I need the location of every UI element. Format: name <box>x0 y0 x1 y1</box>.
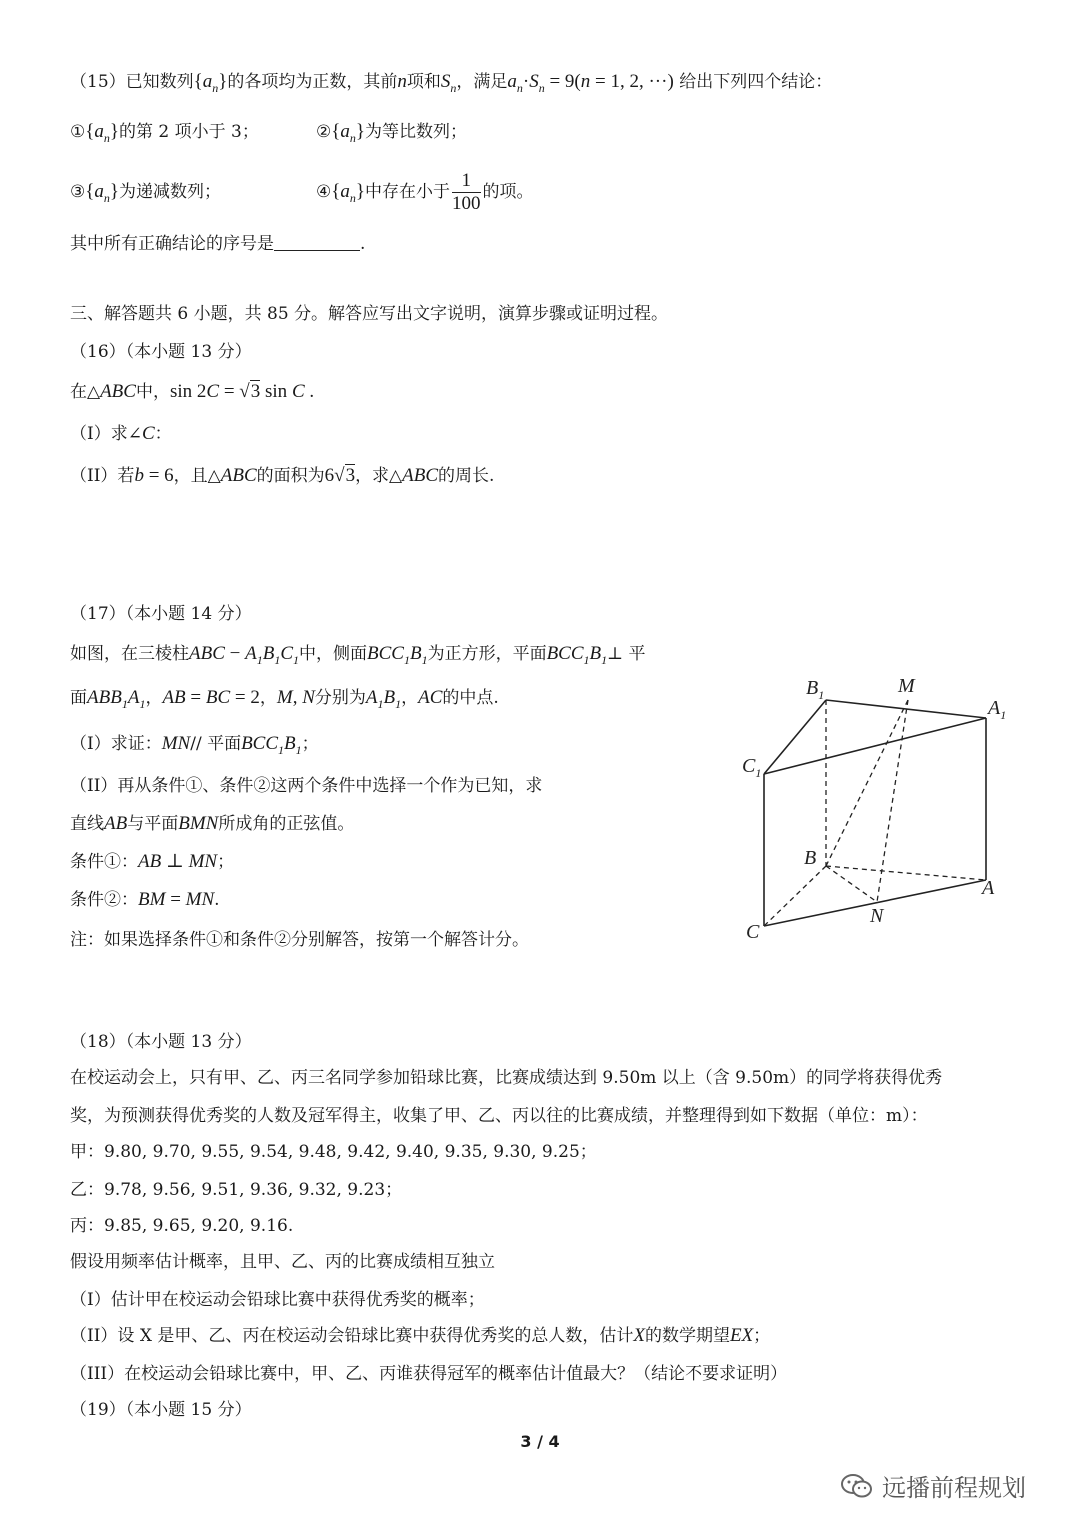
label-a1: $A_1$ <box>988 697 1007 722</box>
q18-assumption: 假设用频率估计概率，且甲、乙、丙的比赛成绩相互独立 <box>70 1252 495 1272</box>
label-c: C <box>746 921 760 943</box>
q17-part-2-cont: 直线AB与平面BMN所成角的正弦值。 <box>70 813 355 834</box>
q15-answer-prompt: 其中所有正确结论的序号是 . <box>70 234 366 254</box>
label-b1: $B_1$ <box>806 677 825 702</box>
edge-b-c-hidden <box>764 866 826 926</box>
q18-part-3: （III）在校运动会铅球比赛中，甲、乙、丙谁获得冠军的概率估计值最大？（结论不要求证明） <box>70 1364 788 1384</box>
q15-conclusion-3: $③\{a_n\}$为递减数列； <box>70 181 221 205</box>
q17-part-2: （II）再从条件①、条件②这两个条件中选择一个作为已知，求 <box>70 776 543 796</box>
label-a: A <box>982 877 995 899</box>
watermark-text: 远播前程规划 <box>882 1474 1026 1502</box>
q18-header: （18）（本小题 13 分） <box>70 1032 252 1052</box>
q15-conclusion-1: $①\{a_n\}$的第 2 项小于 3； <box>70 121 259 145</box>
label-c1: $C_1$ <box>742 755 762 780</box>
segment-b-n <box>826 866 877 902</box>
q17-part-1: （I）求证：MN// 平面$BCC_1B_1$； <box>70 733 319 757</box>
q18-part-2: （II）设 X 是甲、乙、丙在校运动会铅球比赛中获得优秀奖的总人数，估计X的数学期望EX； <box>70 1325 771 1346</box>
q17-note: 注：如果选择条件①和条件②分别解答，按第一个解答计分。 <box>70 930 529 950</box>
q18-line-1: 在校运动会上，只有甲、乙、丙三名同学参加铅球比赛，比赛成绩达到 9.50m 以上（含 9.50m）的同学将获得优秀 <box>70 1068 943 1088</box>
q16-part-1: （I）求∠C： <box>70 423 172 444</box>
q16-header: （16）（本小题 13 分） <box>70 342 252 362</box>
q17-condition-2: 条件②：BM = MN. <box>70 889 220 910</box>
section-3-heading: 三、解答题共 6 小题，共 85 分。解答应写出文字说明，演算步骤或证明过程。 <box>70 304 669 324</box>
page-number: 3 / 4 <box>520 1432 560 1451</box>
q16-stem: 在△ABC中，sin 2C = √3 sin C . <box>70 381 315 402</box>
wechat-icon <box>840 1472 874 1500</box>
edge-b-a-hidden <box>826 866 986 880</box>
q18-line-2: 奖，为预测获得优秀奖的人数及冠军得主，收集了甲、乙、丙以往的比赛成绩，并整理得到如下数据（单位：m）： <box>70 1106 928 1126</box>
q17-header: （17）（本小题 14 分） <box>70 604 252 624</box>
q16-part-2: （II）若b = 6，且△ABC的面积为6√3，求△ABC的周长. <box>70 465 495 486</box>
q15-intro: （15）已知数列$\{a_n\}$的各项均为正数，其前n项和$S_n$，满足$a_n\cdot S_n = 9(n = 1$, 2, ···) 给出下列四个结论： <box>70 71 833 95</box>
watermark <box>840 1468 1026 1503</box>
label-b: B <box>804 847 817 869</box>
q18-data-yi: 乙：9.78, 9.56, 9.51, 9.36, 9.32, 9.23； <box>70 1180 403 1200</box>
q18-part-1: （I）估计甲在校运动会铅球比赛中获得优秀奖的概率； <box>70 1290 485 1310</box>
prism-figure <box>740 670 1030 950</box>
q15-conclusion-4: $④\{a_n\}$中存在小于 $\frac{1}{100}$ 的项。 <box>316 170 534 214</box>
q17-line-1: 如图，在三棱柱ABC − $A_1B_1C_1$中，侧面$BCC_1B_1$为正方形，平面$BCC_1B_1\perp$ 平 <box>70 643 646 667</box>
fraction-1-100: $\frac{1}{100}$ <box>452 170 481 214</box>
q18-data-jia: 甲：9.80, 9.70, 9.55, 9.54, 9.48, 9.42, 9.40, 9.35, 9.30, 9.25； <box>70 1142 597 1162</box>
q17-line-2: 面$ABB_1A_1$，AB = BC = 2，M, N分别为$A_1B_1$，AC的中点. <box>70 687 499 711</box>
label-n: N <box>870 905 884 927</box>
edge-c1-b1 <box>764 700 826 774</box>
q17-condition-1: 条件①：AB ⊥ MN； <box>70 851 235 872</box>
label-m: M <box>898 675 915 697</box>
q19-header: （19）（本小题 15 分） <box>70 1400 252 1420</box>
answer-blank <box>274 234 360 251</box>
q18-data-bing: 丙：9.85, 9.65, 9.20, 9.16. <box>70 1216 294 1236</box>
q15-conclusion-2: $②\{a_n\}$为等比数列； <box>316 121 467 145</box>
